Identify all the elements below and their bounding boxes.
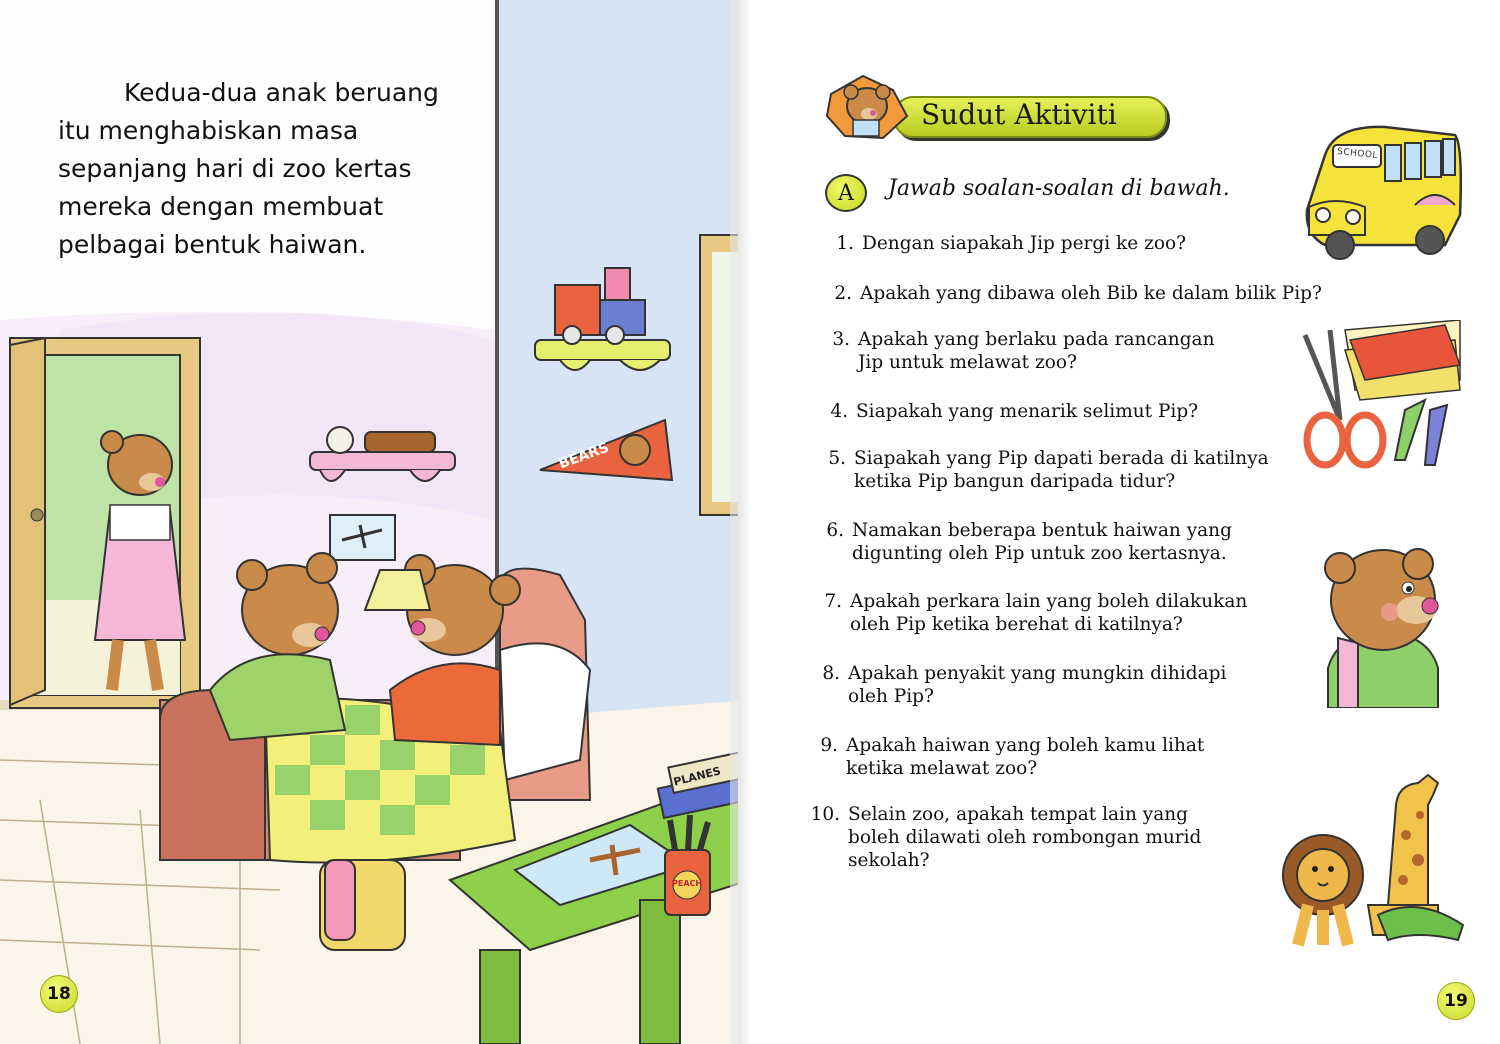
story-paragraph: Kedua-dua anak beruang itu menghabiskan masa sepanjang hari di zoo kertas mereka dengan membuat pelbagai bentuk haiwan. xyxy=(58,78,439,259)
bear-student-icon xyxy=(1318,538,1448,708)
question-item: 6. Namakan beberapa bentuk haiwan yang digunting oleh Pip untuk zoo kertasnya. xyxy=(826,520,1232,564)
question-item: 5. Siapakah yang Pip dapati berada di katilnya ketika Pip bangun daripada tidur? xyxy=(828,448,1269,492)
page-number-left: 18 xyxy=(40,975,78,1013)
pencil-cup-label: PEACH xyxy=(672,879,703,888)
zoo-animals-icon xyxy=(1278,765,1468,955)
question-item: 7. Apakah perkara lain yang boleh dilakukan oleh Pip ketika berehat di katilnya? xyxy=(824,591,1248,635)
question-item: 4. Siapakah yang menarik selimut Pip? xyxy=(830,401,1199,422)
question-item: 2. Apakah yang dibawa oleh Bib ke dalam bilik Pip? xyxy=(834,283,1322,304)
activity-banner-title: Sudut Aktiviti xyxy=(921,98,1117,131)
question-item: 1. Dengan siapakah Jip pergi ke zoo? xyxy=(836,233,1187,254)
pennant-label: BEARS xyxy=(556,439,612,473)
question-item: 9. Apakah haiwan yang boleh kamu lihat ketika melawat zoo? xyxy=(820,735,1205,779)
question-item: 8. Apakah penyakit yang mungkin dihidapi oleh Pip? xyxy=(822,663,1227,707)
book-sign-label: PLANES xyxy=(672,764,723,789)
bear-mascot-icon xyxy=(823,72,913,142)
page-number-right: 19 xyxy=(1437,982,1475,1020)
scissors-paper-pencils-icon xyxy=(1295,320,1465,470)
school-bus-icon xyxy=(1295,115,1465,265)
section-instruction: Jawab soalan-soalan di bawah. xyxy=(888,176,1230,201)
activity-banner xyxy=(823,72,1168,142)
question-item: 10. Selain zoo, apakah tempat lain yang boleh dilawati oleh rombongan murid sekolah? xyxy=(810,804,1202,871)
bus-sign-label: SCHOOL xyxy=(1336,146,1379,162)
question-item: 3. Apakah yang berlaku pada rancangan Jip untuk melawat zoo? xyxy=(832,329,1215,373)
section-label-badge: A xyxy=(825,174,867,212)
